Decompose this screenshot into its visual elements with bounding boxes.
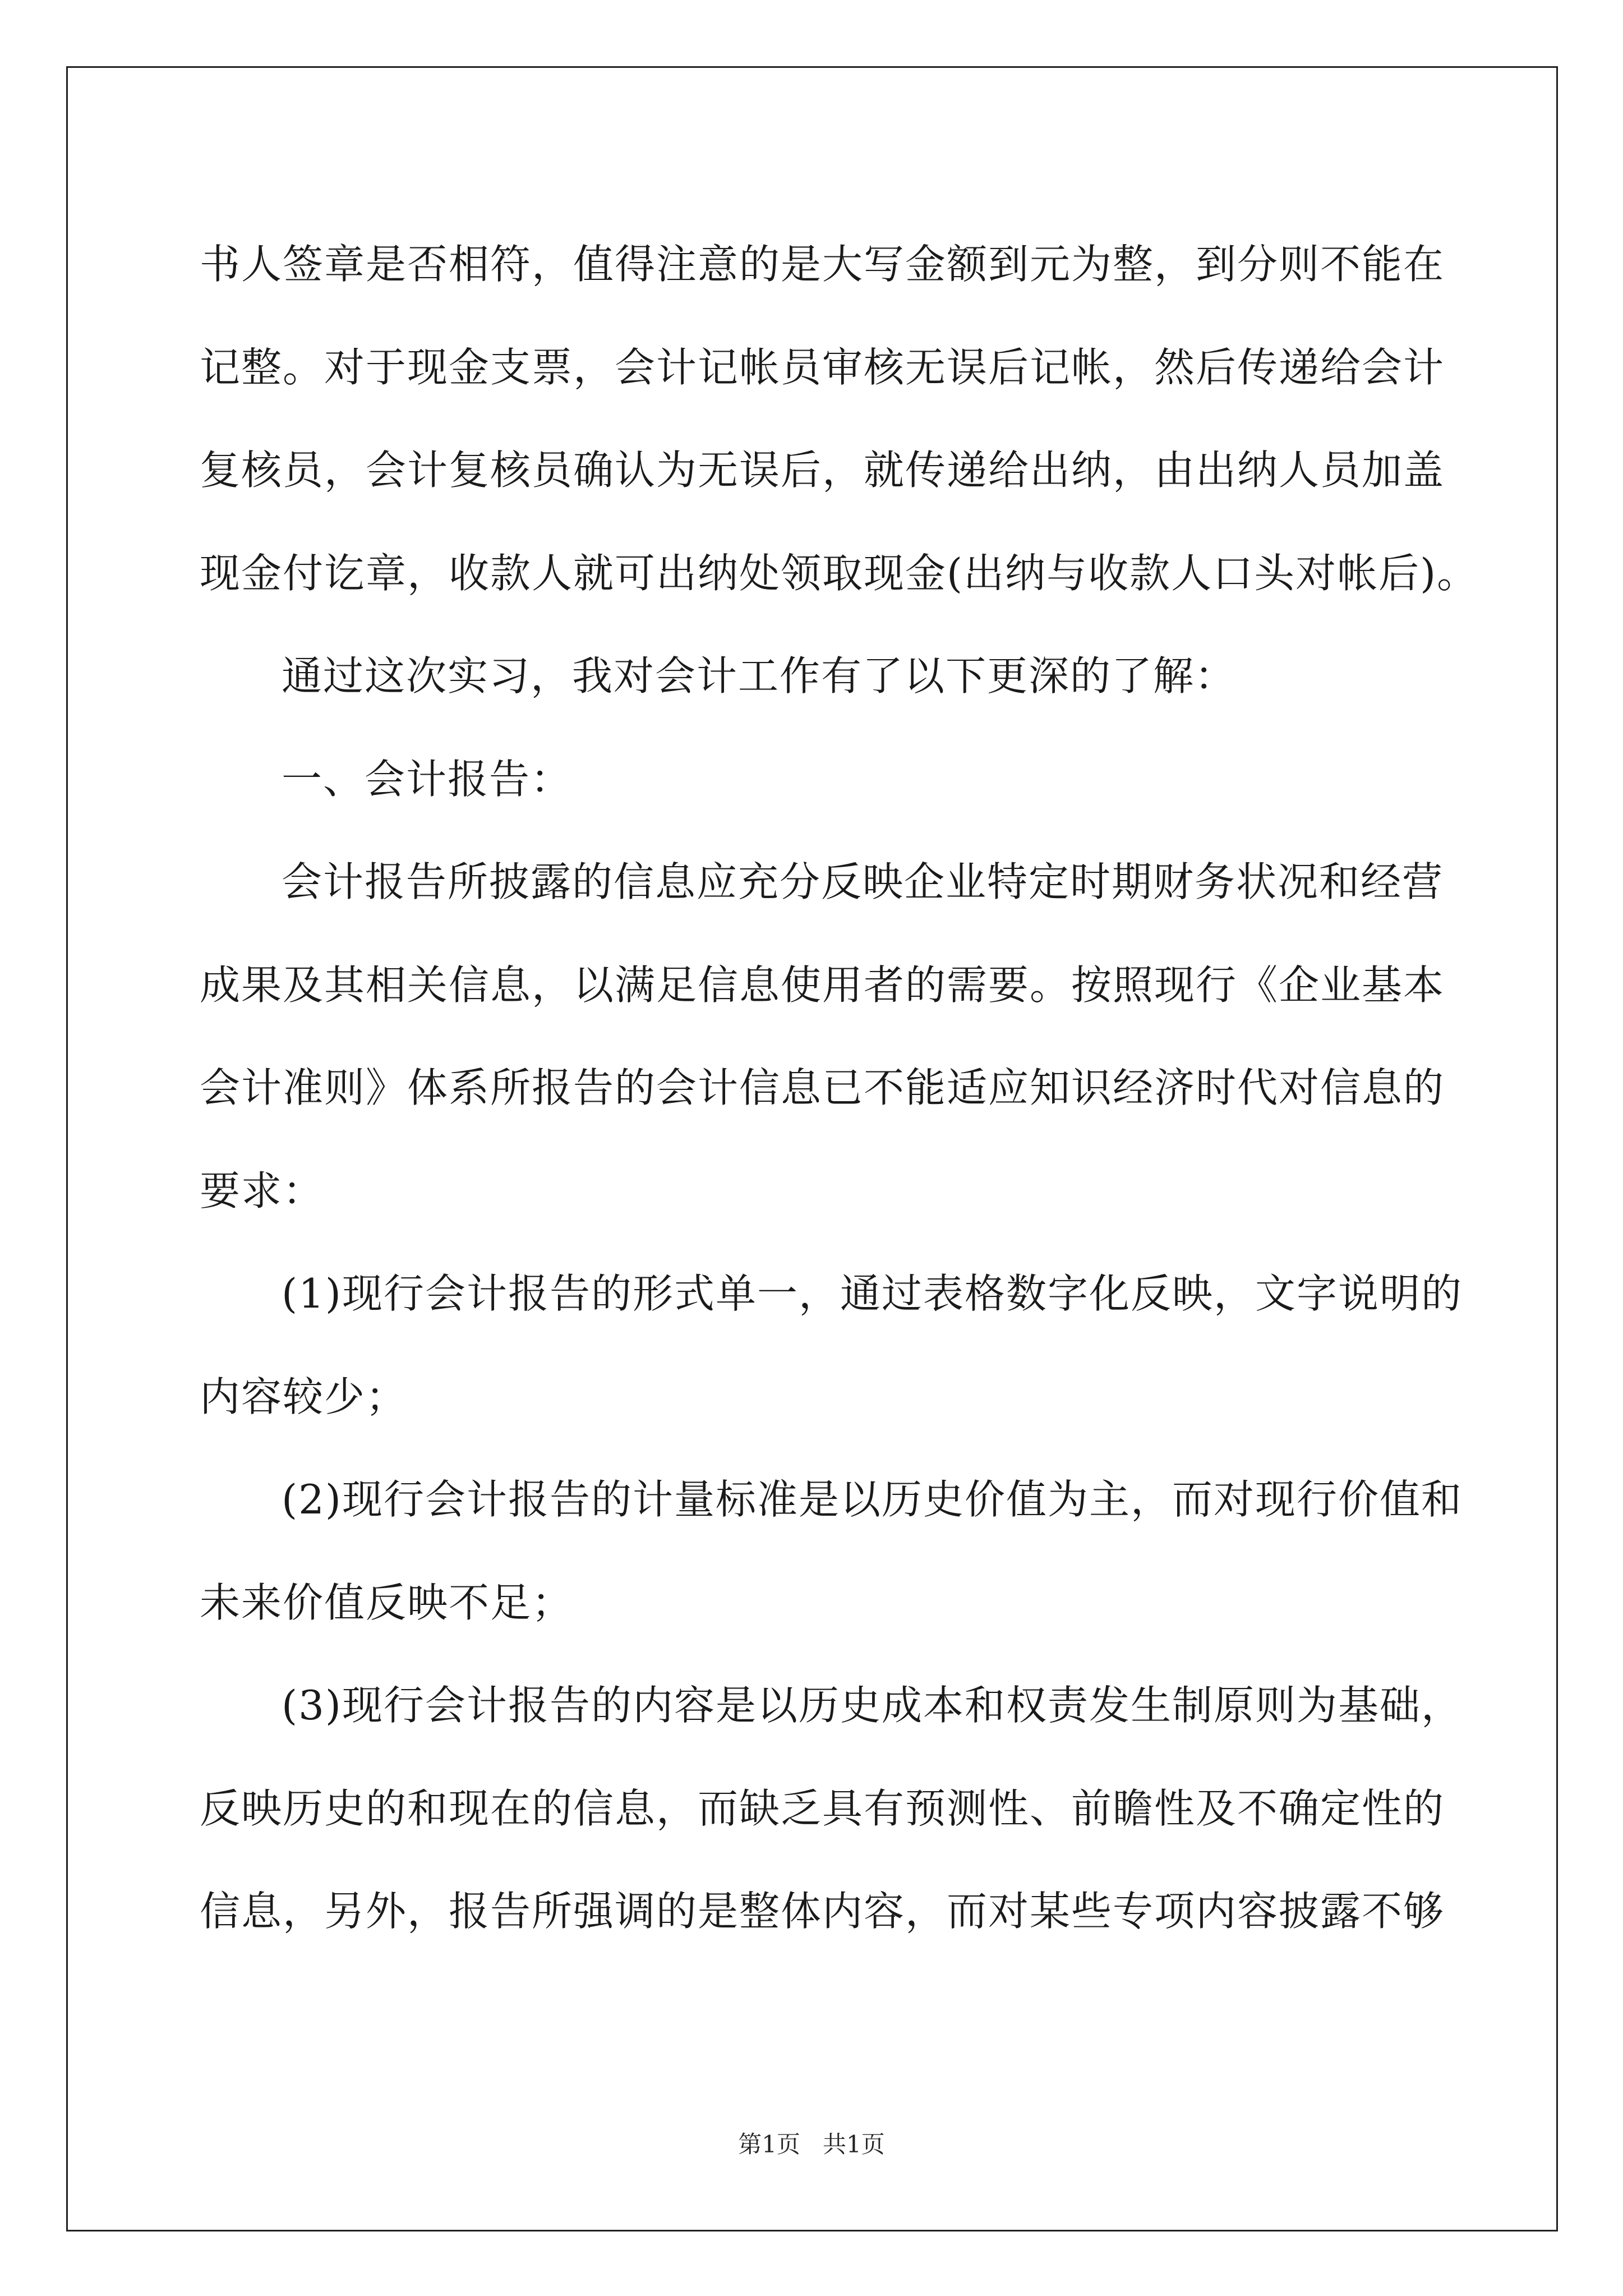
text-line: 会计准则》体系所报告的会计信息已不能适应知识经济时代对信息的 <box>200 1064 1445 1111</box>
document-body <box>200 213 1479 1963</box>
section-heading: 一、会计报告： <box>282 755 573 803</box>
text-line: 要求： <box>200 1167 325 1214</box>
text-line: 成果及其相关信息，以满足信息使用者的需要。按照现行《企业基本 <box>200 961 1445 1009</box>
text-line: 内容较少； <box>200 1373 408 1420</box>
list-item-text: (1)现行会计报告的形式单一，通过表格数字化反映，文字说明的 <box>282 1270 1463 1317</box>
text-line: 会计报告所披露的信息应充分反映企业特定时期财务状况和经营 <box>282 858 1444 905</box>
list-item-text: (3)现行会计报告的内容是以历史成本和权责发生制原则为基础， <box>282 1682 1463 1729</box>
list-item-text: (2)现行会计报告的计量标准是以历史价值为主，而对现行价值和 <box>282 1476 1463 1523</box>
text-line: 现金付讫章，收款人就可出纳处领取现金(出纳与收款人口头对帐后)。 <box>200 549 1479 597</box>
text-line: 信息，另外，报告所强调的是整体内容，而对某些专项内容披露不够 <box>200 1888 1445 1935</box>
text-line: 通过这次实习，我对会计工作有了以下更深的了解： <box>282 652 1237 700</box>
page-footer: 第1页 共1页 <box>738 2131 885 2158</box>
text-line: 复核员，会计复核员确认为无误后，就传递给出纳，由出纳人员加盖 <box>200 447 1445 494</box>
text-line: 反映历史的和现在的信息，而缺乏具有预测性、前瞻性及不确定性的 <box>200 1784 1445 1832</box>
text-line: 书人签章是否相符，值得注意的是大写金额到元为整，到分则不能在 <box>200 241 1445 288</box>
text-line: 记整。对于现金支票，会计记帐员审核无误后记帐，然后传递给会计 <box>200 343 1445 391</box>
text-line: 未来价值反映不足； <box>200 1579 574 1626</box>
